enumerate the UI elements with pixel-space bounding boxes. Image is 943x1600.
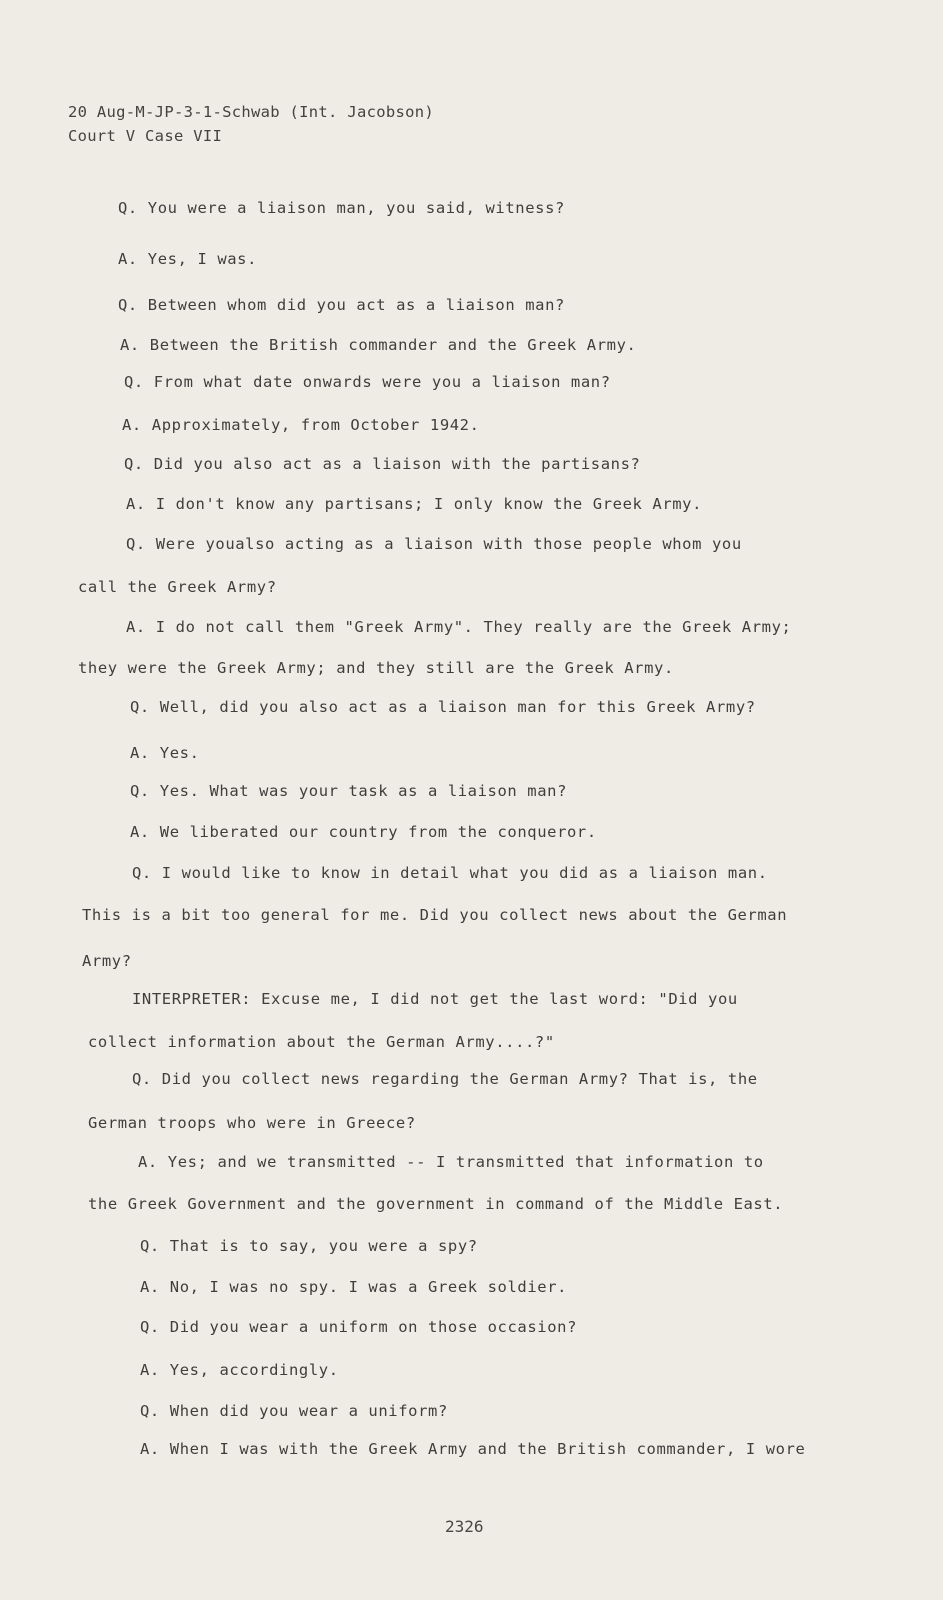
transcript-line: Army? bbox=[82, 952, 132, 970]
transcript-line: INTERPRETER: Excuse me, I did not get the last word: "Did you bbox=[132, 990, 738, 1008]
transcript-line: A. I don't know any partisans; I only know the Greek Army. bbox=[126, 495, 703, 513]
transcript-line: A. We liberated our country from the conqueror. bbox=[130, 823, 597, 841]
transcript-line: Q. Did you also act as a liaison with the partisans? bbox=[124, 455, 641, 473]
transcript-line: A. Yes. bbox=[130, 744, 200, 762]
transcript-line: Q. Well, did you also act as a liaison man for this Greek Army? bbox=[130, 698, 756, 716]
transcript-line: Q. Between whom did you act as a liaison man? bbox=[118, 296, 565, 314]
transcript-line: Q. Were youalso acting as a liaison with those people whom you bbox=[126, 535, 742, 553]
transcript-line: A. Yes, I was. bbox=[118, 250, 258, 268]
transcript-line: the Greek Government and the government in command of the Middle East. bbox=[88, 1195, 784, 1213]
transcript-line: A. No, I was no spy. I was a Greek soldier. bbox=[140, 1278, 568, 1296]
transcript-line: Q. When did you wear a uniform? bbox=[140, 1402, 448, 1420]
transcript-line: German troops who were in Greece? bbox=[88, 1114, 416, 1132]
transcript-line: Q. That is to say, you were a spy? bbox=[140, 1237, 478, 1255]
transcript-line: Q. You were a liaison man, you said, witness? bbox=[118, 199, 565, 217]
document-header bbox=[68, 100, 434, 148]
transcript-line: A. Yes; and we transmitted -- I transmitted that information to bbox=[138, 1153, 764, 1171]
page-number: 2326 bbox=[445, 1517, 484, 1536]
transcript-line: A. When I was with the Greek Army and the British commander, I wore bbox=[140, 1440, 806, 1458]
header-line-1: 20 Aug-M-JP-3-1-Schwab (Int. Jacobson) bbox=[68, 103, 435, 121]
transcript-line: Q. Yes. What was your task as a liaison man? bbox=[130, 782, 567, 800]
transcript-line: collect information about the German Army....?" bbox=[88, 1033, 555, 1051]
transcript-line: A. Yes, accordingly. bbox=[140, 1361, 339, 1379]
transcript-line: This is a bit too general for me. Did you collect news about the German bbox=[82, 906, 788, 924]
transcript-line: A. Approximately, from October 1942. bbox=[122, 416, 480, 434]
header-line-2: Court V Case VII bbox=[68, 127, 223, 145]
transcript-line: call the Greek Army? bbox=[78, 578, 277, 596]
transcript-line: Q. I would like to know in detail what you did as a liaison man. bbox=[132, 864, 768, 882]
transcript-line: they were the Greek Army; and they still are the Greek Army. bbox=[78, 659, 674, 677]
transcript-line: Q. Did you wear a uniform on those occasion? bbox=[140, 1318, 577, 1336]
transcript-line: A. I do not call them "Greek Army". They really are the Greek Army; bbox=[126, 618, 792, 636]
transcript-line: Q. From what date onwards were you a liaison man? bbox=[124, 373, 611, 391]
transcript-line: Q. Did you collect news regarding the German Army? That is, the bbox=[132, 1070, 758, 1088]
transcript-line: A. Between the British commander and the Greek Army. bbox=[120, 336, 637, 354]
